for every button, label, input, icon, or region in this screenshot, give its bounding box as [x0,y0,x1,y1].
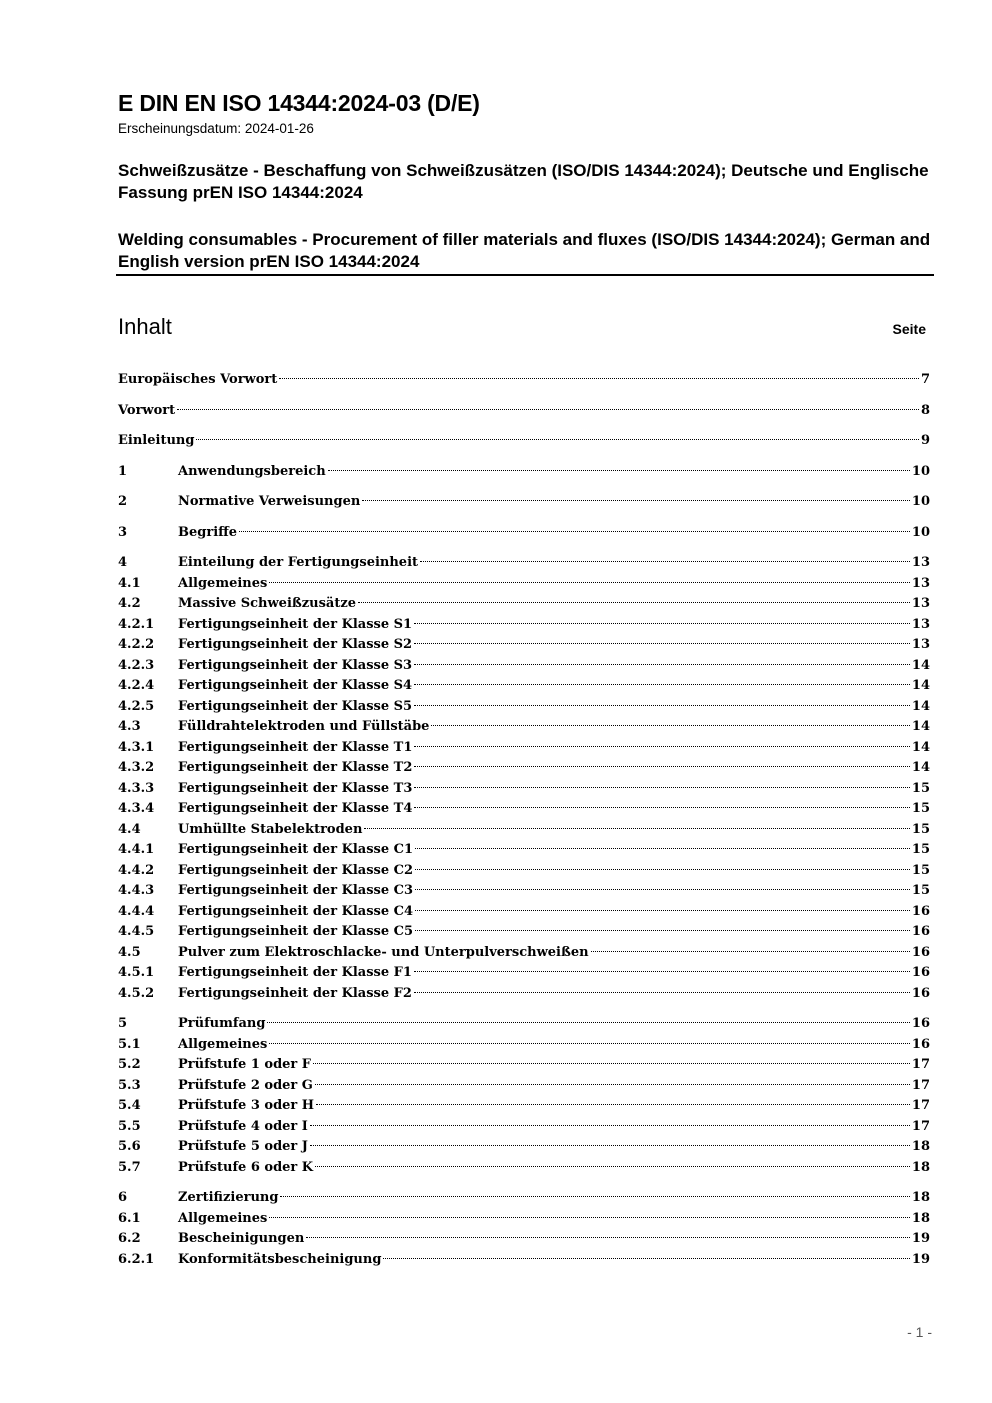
toc-entry-page: 17 [911,1118,930,1134]
toc-entry-page: 18 [911,1139,930,1154]
toc-entry-page: 13 [911,637,930,652]
toc-entry-page: 14 [911,698,930,714]
toc-entry-number: 5.1 [118,1036,141,1052]
toc-entry-title: Fertigungseinheit der Klasse S1 [178,616,413,632]
toc-dot-leader [414,623,910,624]
toc-entry[interactable] [118,963,930,984]
toc-entry-number: 6.2.1 [118,1251,155,1267]
toc-entry[interactable] [118,840,930,861]
toc-dot-leader [358,602,910,603]
toc-entry-page: 14 [911,678,930,693]
toc-entry[interactable] [118,431,930,452]
toc-entry-title: Begriffe [178,524,238,540]
toc-entry-number: 3 [118,524,128,540]
toc-entry-number: 5.4 [118,1098,141,1113]
toc-entry-page: 14 [911,719,930,734]
toc-entry-title: Fülldrahtelektroden und Füllstäbe [178,719,430,734]
toc-entry-title: Fertigungseinheit der Klasse T1 [178,739,413,755]
toc-entry-page: 16 [911,1036,930,1052]
document-id: E DIN EN ISO 14344:2024-03 (D/E) [118,90,480,116]
toc-entry-page: 18 [911,1210,930,1226]
toc-entry-title: Fertigungseinheit der Klasse C5 [178,924,414,939]
toc-dot-leader [315,1084,910,1085]
toc-dot-leader [414,971,910,972]
toc-entry-title: Massive Schweißzusätze [178,596,357,611]
toc-entry[interactable] [118,1137,930,1158]
toc-entry-title: Fertigungseinheit der Klasse F2 [178,985,412,1001]
toc-entry-page: 13 [911,555,930,570]
toc-entry[interactable] [118,738,930,759]
toc-dot-leader [383,1258,909,1259]
toc-entry-title: Normative Verweisungen [178,494,361,509]
toc-entry-page: 18 [911,1159,930,1175]
toc-entry-title: Prüfumfang [178,1016,266,1031]
toc-dot-leader [431,725,909,726]
toc-entry-title: Allgemeines [178,575,268,591]
toc-entry-number: 5.3 [118,1077,141,1093]
toc-entry-page: 18 [911,1190,930,1205]
toc-entry-page: 19 [911,1251,930,1267]
toc-entry[interactable] [118,401,930,422]
toc-entry-number: 4.3.2 [118,760,155,775]
toc-entry-number: 4.3.3 [118,780,155,796]
toc-entry[interactable] [118,1096,930,1117]
toc-dot-leader [313,1063,910,1064]
toc-entry-title: Prüfstufe 3 oder H [178,1098,315,1113]
toc-entry-page: 14 [911,760,930,775]
toc-dot-leader [269,1217,910,1218]
toc-entry[interactable] [118,1229,930,1250]
toc-entry-number: 1 [118,463,128,479]
toc-entry-number: 4.2.3 [118,657,155,673]
toc-dot-leader [267,1022,909,1023]
toc-entry-page: 16 [911,1016,930,1031]
toc-entry-title: Prüfstufe 4 oder I [178,1118,308,1134]
toc-entry-title: Allgemeines [178,1210,268,1226]
toc-entry-number: 4.4.1 [118,842,155,857]
toc-entry-title: Fertigungseinheit der Klasse C1 [178,842,414,857]
page-number: - 1 - [907,1324,932,1340]
toc-page-label: Seite [892,321,926,337]
toc-entry[interactable] [118,799,930,820]
table-of-contents [118,370,930,1270]
toc-entry[interactable] [118,594,930,615]
toc-entry-page: 10 [911,524,930,540]
toc-entry-number: 4.5.1 [118,965,155,980]
toc-entry-title: Anwendungsbereich [178,463,326,479]
toc-entry-page: 15 [911,842,930,857]
toc-entry-number: 6.2 [118,1231,141,1246]
toc-entry-number: 2 [118,494,128,509]
toc-entry-number: 6.1 [118,1210,141,1226]
toc-entry-title: Fertigungseinheit der Klasse C2 [178,862,414,878]
toc-dot-leader [315,1166,910,1167]
title-german: Schweißzusätze - Beschaffung von Schweißzusätzen (ISO/DIS 14344:2024); Deutsche und Englische Fassung prEN ISO 14344:2024 [118,161,929,202]
toc-entry[interactable] [118,523,930,544]
toc-dot-leader [420,561,910,562]
toc-entry-page: 19 [911,1231,930,1246]
toc-dot-leader [280,1196,909,1197]
toc-entry[interactable] [118,676,930,697]
toc-entry-number: 4.4.2 [118,862,155,878]
toc-entry-title: Fertigungseinheit der Klasse S5 [178,698,413,714]
toc-entry-title: Fertigungseinheit der Klasse T3 [178,780,413,796]
toc-entry[interactable] [118,462,930,483]
toc-entry-page: 13 [911,596,930,611]
toc-entry-page: 15 [911,883,930,898]
toc-entry-page: 10 [911,494,930,509]
toc-entry[interactable] [118,492,930,513]
toc-entry-title: Fertigungseinheit der Klasse C4 [178,903,414,919]
toc-entry-number: 5.2 [118,1057,141,1072]
toc-entry[interactable] [118,1250,930,1271]
toc-entry-number: 5 [118,1016,128,1031]
toc-dot-leader [414,643,910,644]
toc-entry-title: Bescheinigungen [178,1231,305,1246]
toc-entry-number: 4.4.5 [118,924,155,939]
toc-entry-number: 4.3.1 [118,739,155,755]
toc-entry[interactable] [118,1014,930,1035]
toc-entry[interactable] [118,779,930,800]
toc-entry[interactable] [118,881,930,902]
toc-entry[interactable] [118,574,930,595]
toc-entry-page: 13 [911,616,930,632]
toc-entry-page: 17 [911,1098,930,1113]
toc-entry-number: 4 [118,555,128,570]
toc-entry-title: Fertigungseinheit der Klasse S2 [178,637,413,652]
toc-entry[interactable] [118,861,930,882]
toc-dot-leader [414,746,910,747]
toc-entry-number: 4.2.5 [118,698,155,714]
toc-dot-leader [415,930,910,931]
toc-dot-leader [316,1104,910,1105]
toc-dot-leader [269,582,910,583]
toc-dot-leader [279,378,919,379]
toc-entry-page: 14 [911,657,930,673]
toc-entry-page: 8 [920,402,930,418]
toc-entry[interactable] [118,553,930,574]
toc-dot-leader [328,470,910,471]
toc-entry-title: Fertigungseinheit der Klasse C3 [178,883,414,898]
toc-entry-page: 17 [911,1057,930,1072]
toc-dot-leader [415,848,910,849]
toc-entry[interactable] [118,902,930,923]
toc-dot-leader [591,951,910,952]
toc-entry-number: 4.3 [118,719,141,734]
toc-dot-leader [415,910,910,911]
title-english: Welding consumables - Procurement of filler materials and fluxes (ISO/DIS 14344:2024); German and English version prEN ISO 14344:2024 [118,230,931,271]
publication-date: Erscheinungsdatum: 2024-01-26 [118,121,314,136]
toc-entry-number: 5.6 [118,1139,141,1154]
toc-entry[interactable] [118,615,930,636]
toc-entry-number: 4.2.2 [118,637,155,652]
toc-dot-leader [306,1237,910,1238]
toc-entry-title: Zertifizierung [178,1190,279,1205]
toc-entry[interactable] [118,984,930,1005]
toc-entry[interactable] [118,1055,930,1076]
toc-entry-number: 4.1 [118,575,141,591]
toc-entry-page: 10 [911,463,930,479]
toc-entry-number: 4.2.4 [118,678,155,693]
toc-entry[interactable] [118,1209,930,1230]
toc-entry[interactable] [118,1158,930,1179]
toc-entry-page: 16 [911,965,930,980]
toc-entry-number: 4.4.3 [118,883,155,898]
toc-dot-leader [415,869,910,870]
toc-entry[interactable] [118,635,930,656]
toc-entry[interactable] [118,1117,930,1138]
toc-dot-leader [269,1043,910,1044]
toc-heading: Inhalt [118,314,172,339]
toc-dot-leader [414,684,910,685]
toc-entry-title: Konformitätsbescheinigung [178,1251,382,1267]
toc-entry[interactable] [118,697,930,718]
toc-entry-title: Fertigungseinheit der Klasse F1 [178,965,412,980]
toc-dot-leader [414,664,910,665]
toc-dot-leader [414,992,910,993]
toc-entry-page: 15 [911,821,930,837]
toc-entry-number: 4.2.1 [118,616,155,632]
toc-entry-page: 17 [911,1077,930,1093]
toc-entry-number: 4.4.4 [118,903,155,919]
toc-entry-page: 16 [911,944,930,960]
toc-entry-title: Pulver zum Elektroschlacke- und Unterpulverschweißen [178,944,589,960]
toc-entry-number: 4.3.4 [118,801,155,816]
toc-entry[interactable] [118,922,930,943]
toc-dot-leader [414,787,910,788]
toc-entry-number: 4.5 [118,944,141,960]
toc-dot-leader [414,766,910,767]
toc-entry-page: 14 [911,739,930,755]
toc-entry-title: Prüfstufe 1 oder F [178,1057,312,1072]
toc-entry-page: 16 [911,924,930,939]
toc-entry-title: Umhüllte Stabelektroden [178,821,363,837]
toc-dot-leader [414,705,910,706]
toc-entry-number: 4.5.2 [118,985,155,1001]
toc-entry[interactable] [118,758,930,779]
toc-entry-page: 9 [920,433,930,448]
toc-entry-number: 4.2 [118,596,141,611]
toc-dot-leader [239,531,910,532]
toc-entry-title: Europäisches Vorwort [118,372,278,387]
header-divider [116,274,934,276]
toc-entry-title: Prüfstufe 6 oder K [178,1159,314,1175]
toc-entry-number: 5.7 [118,1159,141,1175]
toc-entry[interactable] [118,370,930,391]
toc-dot-leader [415,889,910,890]
toc-entry-title: Einleitung [118,433,195,448]
toc-dot-leader [364,828,910,829]
toc-entry-number: 6 [118,1190,128,1205]
toc-entry-page: 16 [911,903,930,919]
toc-entry-title: Fertigungseinheit der Klasse S4 [178,678,413,693]
toc-entry-title: Vorwort [118,402,176,418]
toc-entry-title: Fertigungseinheit der Klasse T4 [178,801,413,816]
toc-entry-title: Fertigungseinheit der Klasse T2 [178,760,413,775]
toc-entry[interactable] [118,820,930,841]
toc-entry-title: Fertigungseinheit der Klasse S3 [178,657,413,673]
toc-entry[interactable] [118,717,930,738]
toc-entry-page: 15 [911,780,930,796]
toc-entry-page: 16 [911,985,930,1001]
toc-entry-page: 7 [920,372,930,387]
toc-entry-title: Prüfstufe 5 oder J [178,1139,308,1154]
toc-entry-page: 13 [911,575,930,591]
toc-dot-leader [310,1145,910,1146]
toc-dot-leader [414,807,910,808]
toc-entry[interactable] [118,943,930,964]
toc-entry-number: 5.5 [118,1118,141,1134]
toc-dot-leader [362,500,910,501]
toc-entry-page: 15 [911,862,930,878]
toc-entry-number: 4.4 [118,821,141,837]
toc-entry[interactable] [118,1076,930,1097]
toc-dot-leader [310,1125,910,1126]
toc-entry[interactable] [118,656,930,677]
toc-entry[interactable] [118,1188,930,1209]
toc-dot-leader [196,439,919,440]
toc-entry-title: Einteilung der Fertigungseinheit [178,555,419,570]
toc-entry[interactable] [118,1035,930,1056]
toc-entry-title: Allgemeines [178,1036,268,1052]
toc-entry-page: 15 [911,801,930,816]
toc-entry-title: Prüfstufe 2 oder G [178,1077,313,1093]
toc-dot-leader [177,409,919,410]
